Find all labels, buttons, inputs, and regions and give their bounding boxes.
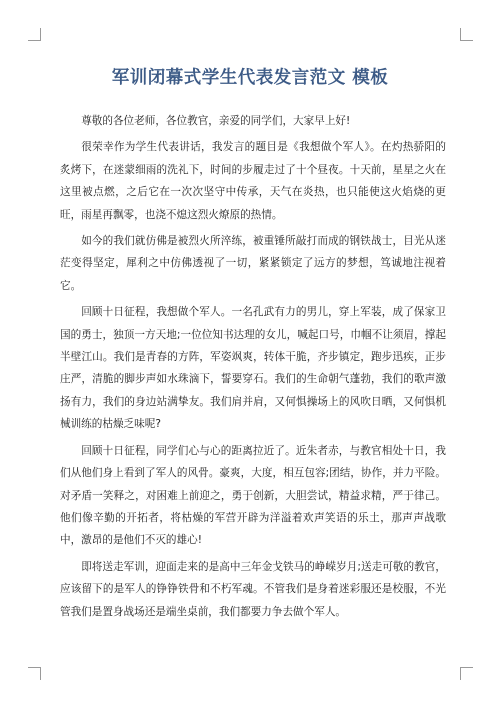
paragraph-greeting: 尊敬的各位老师，各位教官，亲爱的同学们，大家早上好!: [81, 115, 351, 127]
crop-mark-bottom-right: [460, 667, 473, 680]
crop-mark-top-left: [28, 28, 41, 41]
paragraph: 很荣幸作为学生代表讲话，我发言的题目是《我想做个军人》。在灼热骄阳的炙烤下，在迷蒙细雨的洗礼下，时间的步履走过了十个昼夜。十天前，星星之火在这里被点燃，之后它在一次次坚守中传承，天气在炎热，也只能使这火焰烧的更旺，雨星再飘零，也浇不熄这烈火燎原的热情。: [60, 141, 446, 221]
paragraph: 即将送走军训，迎面走来的是高中三年金戈铁马的峥嵘岁月;送走可敬的教官，应该留下的是军人的铮铮铁骨和不朽军魂。不管我们是身着迷彩服还是校服，不光管我们是置身战场还是端坐桌前，我们都要力争去做个军人。: [60, 560, 446, 618]
crop-mark-bottom-left: [28, 667, 41, 680]
paragraph: 如今的我们就仿佛是被烈火所淬练，被重锤所敲打而成的钢铁战士，目光从迷茫变得坚定，犀利之中仿佛透视了一切，紧紧锁定了远方的梦想，笃诚地注视着它。: [60, 235, 446, 292]
document-body: [60, 110, 446, 627]
paragraph: 回顾十日征程，同学们心与心的距离拉近了。近朱者赤，与教官相处十日，我们从他们身上看到了军人的风骨。豪爽，大度，相互包容;团结，协作，并力平险。对矛盾一笑释之，对困难上前迎之，勇于创新，大胆尝试，精益求精，严于律己。他们像辛勤的开拓者，将枯燥的军营开辟为洋溢着欢声笑语的乐土，那声声战歌中，激昂的是他们不灭的雄心!: [60, 444, 446, 547]
paragraph: 回顾十日征程，我想做个军人。一名孔武有力的男儿，穿上军装，成了保家卫国的勇士，独顶一方天地;一位位知书达理的女儿，喊起口号，巾帼不让须眉，撑起半壁江山。我们是青春的方阵，军姿飒爽，转体干脆，齐步镇定，跑步迅疾，正步庄严，清脆的脚步声如水珠滴下，誓要穿石。我们的生命朝气蓬勃，我们的歌声激扬有力，我们的身边站满挚友。我们肩并肩，又何惧操场上的风吹日晒，又何惧机械训练的枯燥乏味呢?: [60, 306, 446, 431]
document-title: 军训闭幕式学生代表发言范文 模板: [111, 68, 389, 88]
crop-mark-top-right: [460, 28, 473, 41]
